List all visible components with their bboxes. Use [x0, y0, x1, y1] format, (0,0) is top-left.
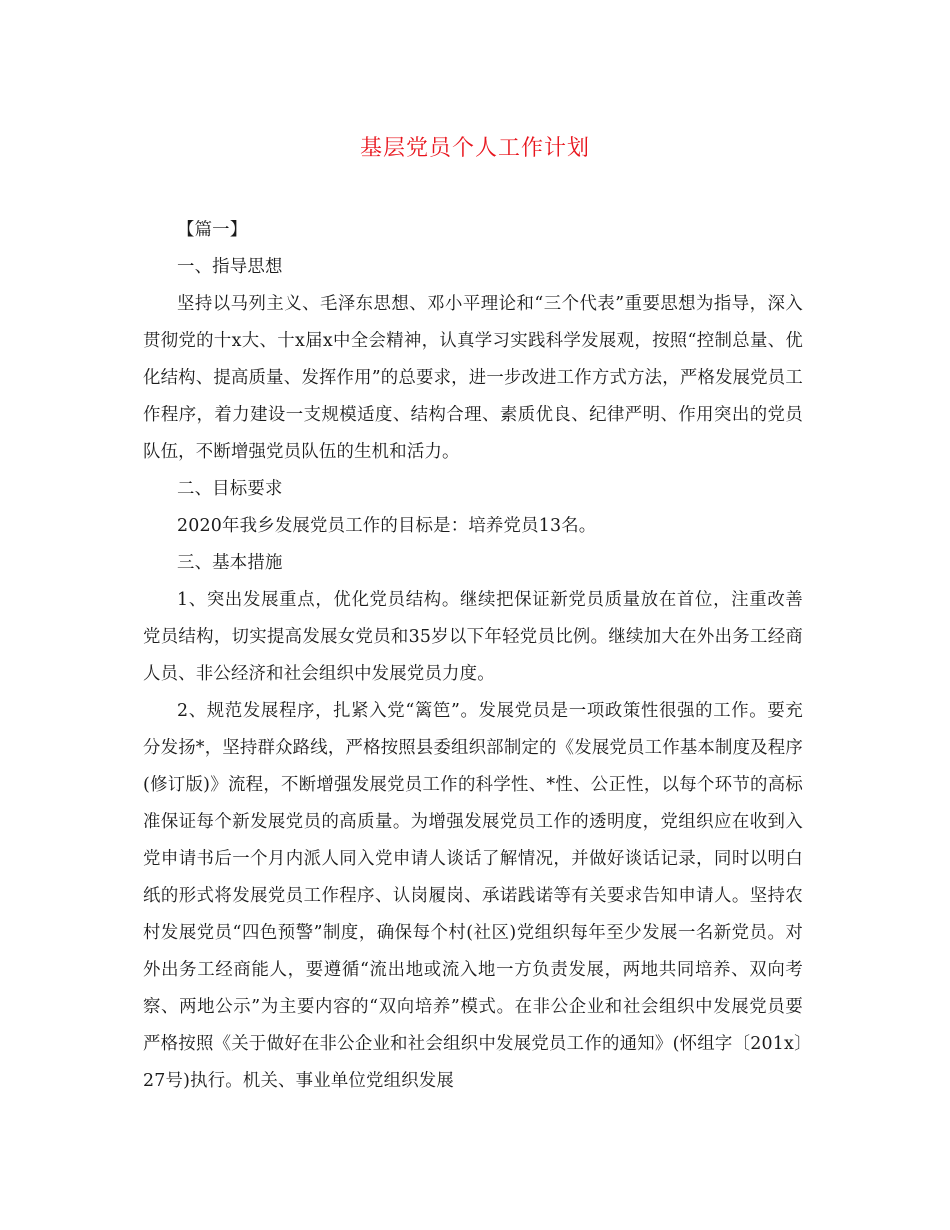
document-body — [143, 212, 803, 1100]
paragraph-goals: 2020年我乡发展党员工作的目标是：培养党员13名。 — [177, 516, 597, 536]
paragraph-measure-2: 2、规范发展程序，扎紧入党“篱笆”。发展党员是一项政策性很强的工作。要充分发扬*，坚持群众路线，严格按照县委组织部制定的《发展党员工作基本制度及程序(修订版)》流程，不断增强发展党员工作的科学性、*性、公正性，以每个环节的高标准保证每个新发展党员的高质量。为增强发展党员工作的透明度，党组织应在收到入党申请书后一个月内派人同入党申请人谈话了解情况，并做好谈话记录，同时以明白纸的形式将发展党员工作程序、认岗履岗、承诺践诺等有关要求告知申请人。坚持农村发展党员“四色预警”制度，确保每个村(社区)党组织每年至少发展一名新党员。对外出务工经商能人，要遵循“流出地或流入地一方负责发展，两地共同培养、双向考察、两地公示”为主要内容的“双向培养”模式。在非公企业和社会组织中发展党员要严格按照《关于做好在非公企业和社会组织中发展党员工作的通知》(怀组字〔201x〕27号)执行。机关、事业单位党组织发展 — [143, 701, 803, 1091]
section-marker: 【篇一】 — [177, 220, 248, 240]
section-heading-goals: 二、目标要求 — [177, 479, 283, 499]
section-heading-measures: 三、基本措施 — [177, 553, 283, 573]
document-title: 基层党员个人工作计划 — [359, 136, 590, 161]
paragraph-guiding-ideology: 坚持以马列主义、毛泽东思想、邓小平理论和“三个代表”重要思想为指导，深入贯彻党的十x大、十x届x中全会精神，认真学习实践科学发展观，按照“控制总量、优化结构、提高质量、发挥作用”的总要求，进一步改进工作方式方法，严格发展党员工作程序，着力建设一支规模适度、结构合理、素质优良、纪律严明、作用突出的党员队伍，不断增强党员队伍的生机和活力。 — [143, 294, 803, 462]
section-heading-guiding-ideology: 一、指导思想 — [177, 257, 283, 277]
paragraph-measure-1: 1、突出发展重点，优化党员结构。继续把保证新党员质量放在首位，注重改善党员结构，切实提高发展女党员和35岁以下年轻党员比例。继续加大在外出务工经商人员、非公经济和社会组织中发展党员力度。 — [143, 590, 803, 684]
